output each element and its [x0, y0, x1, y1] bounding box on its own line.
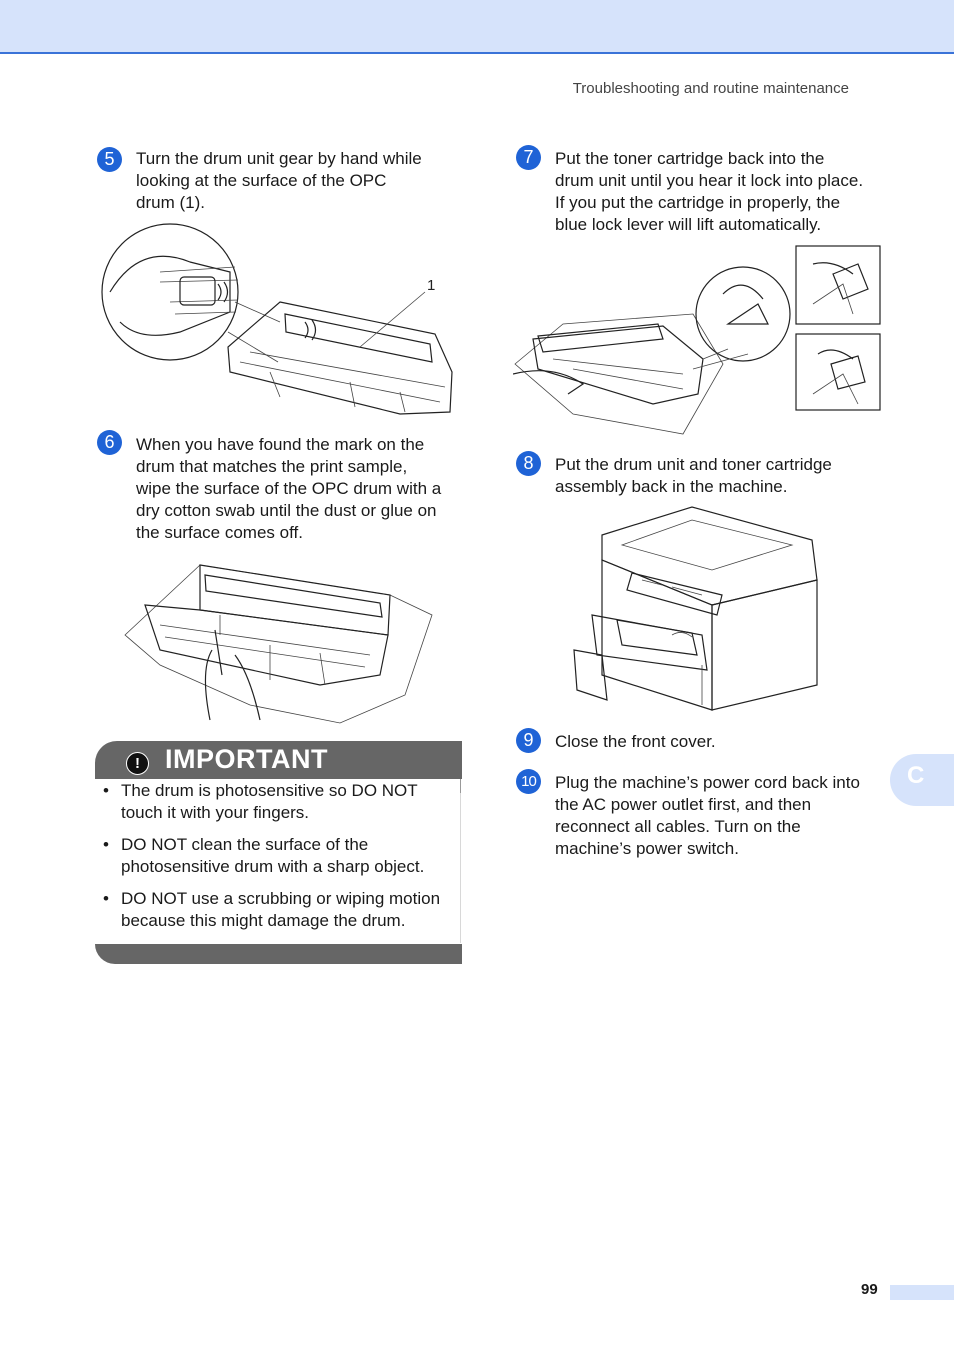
callout-number: 1: [427, 277, 436, 294]
step-7: [516, 145, 886, 240]
step-text: Put the toner cartridge back into the drum unit until you hear it lock into place. If you put the cartridge in properly, the blue lock lever will lift automatically.: [555, 149, 864, 234]
step-number: 5: [97, 147, 122, 172]
exclamation-icon: !: [126, 752, 149, 775]
step-text: When you have found the mark on the drum that matches the print sample, wipe the surface of the OPC drum with a dry cotton swab until the dust or glue on the surface comes off.: [136, 435, 442, 542]
important-title: IMPORTANT: [165, 744, 328, 774]
step-8: [516, 451, 886, 501]
step-text: Turn the drum unit gear by hand while looking at the surface of the OPC drum (1).: [136, 149, 422, 212]
step-number: 6: [97, 430, 122, 455]
step-text: Put the drum unit and toner cartridge assembly back in the machine.: [555, 455, 832, 496]
drum-cleaning-illustration: [120, 555, 435, 727]
top-banner: [0, 0, 954, 54]
machine-illustration: [572, 505, 824, 715]
step-5: [97, 147, 467, 217]
running-header: Troubleshooting and routine maintenance: [572, 80, 849, 97]
step-9: [516, 728, 886, 758]
step-number: 10: [516, 769, 541, 794]
important-notice: [95, 741, 462, 964]
step-number: 8: [516, 451, 541, 476]
important-header: [95, 741, 462, 779]
chapter-tab: [890, 754, 954, 806]
step-10: [516, 769, 886, 864]
step-number: 7: [516, 145, 541, 170]
step-text: Plug the machine’s power cord back into the AC power outlet first, and then reconnect all cables. Turn on the machine’s power switch.: [555, 773, 860, 858]
important-footer: [95, 944, 462, 964]
toner-insert-illustration: [513, 244, 883, 436]
chapter-letter: C: [907, 762, 925, 789]
footer-bar: [890, 1285, 954, 1300]
step-text: Close the front cover.: [555, 732, 716, 751]
drum-gear-illustration: [100, 222, 460, 420]
step-number: 9: [516, 728, 541, 753]
page-number: 99: [861, 1281, 878, 1298]
important-body: • The drum is photosensitive so DO NOT touch it with your fingers. • DO NOT clean the surface of the photosensitive drum with a sharp object. • DO NOT use a scrubbing or wiping motion because this might damage the drum.: [95, 779, 461, 943]
step-6: [97, 430, 467, 550]
